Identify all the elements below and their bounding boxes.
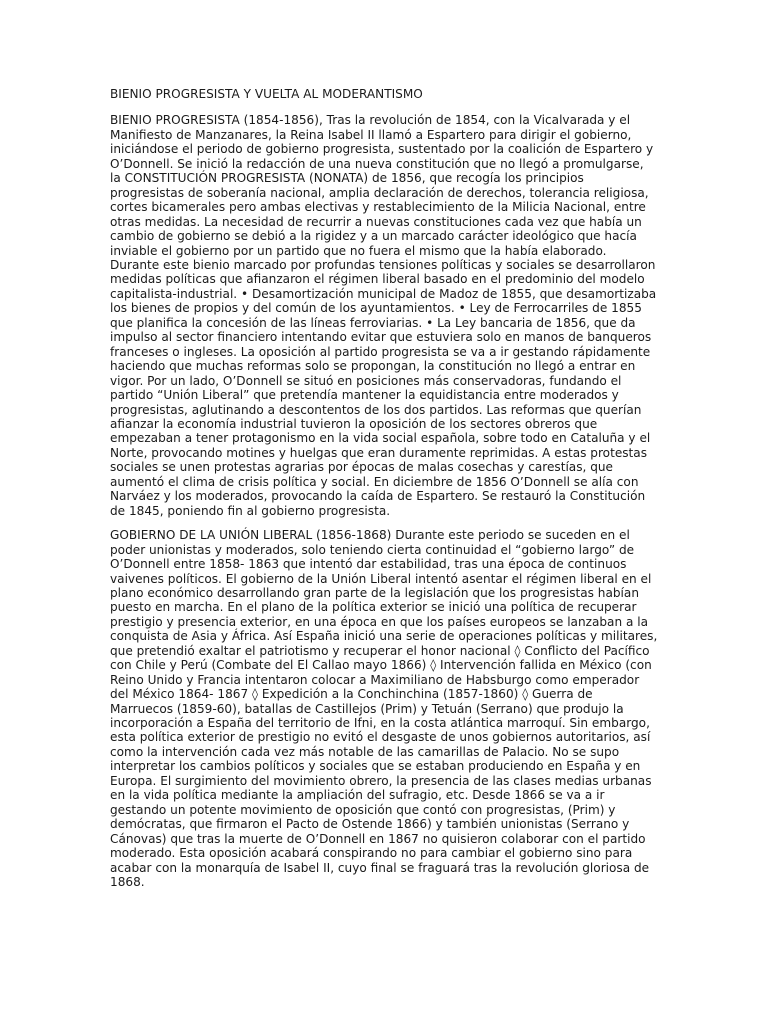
paragraph-bienio-progresista: BIENIO PROGRESISTA (1854-1856), Tras la revolución de 1854, con la Vicalvarada y el Manifiesto de Manzanares, la Reina Isabel II llamó a Espartero para dirigir el gobierno, iniciándose el periodo de gobierno progresista, sustentado por la coalición de Espartero y O’Donnell. Se inició la redacción de una nueva constitución que no llegó a promulgarse, la CONSTITUCIÓN PROGRESISTA (NONATA) de 1856, que recogía los principios progresistas de soberanía nacional, amplia declaración de derechos, tolerancia religiosa, cortes bicamerales pero ambas electivas y restablecimiento de la Milicia Nacional, entre otras medidas. La necesidad de recurrir a nuevas constituciones cada vez que había un cambio de gobierno se debió a la rigidez y a un marcado carácter ideológico que hacía inviable el gobierno por un partido que no fuera el mismo que la había elaborado. Durante este bienio marcado por profundas tensiones políticas y sociales se desarrollaron medidas políticas que afianzaron el régimen liberal basado en el predominio del modelo capitalista-industrial. • Desamortización municipal de Madoz de 1855, que desamortizaba los bienes de propios y del común de los ayuntamientos. • Ley de Ferrocarriles de 1855 que planifica la concesión de las líneas ferroviarias. • La Ley bancaria de 1856, que da impulso al sector financiero intentando evitar que estuviera solo en manos de banqueros franceses o ingleses. La oposición al partido progresista se va a ir gestando rápidamente haciendo que muchas reformas solo se propongan, la constitución no llegó a entrar en vigor. Por un lado, O’Donnell se situó en posiciones más conservadoras, fundando el partido “Unión Liberal” que pretendía mantener la equidistancia entre moderados y progresistas, aglutinando a descontentos de los dos partidos. Las reformas que querían afianzar la economía industrial tuvieron la oposición de los sectores obreros que empezaban a tener protagonismo en la vida social española, sobre todo en Cataluña y el Norte, provocando motines y huelgas que eran duramente reprimidas. A estas protestas sociales se unen protestas agrarias por épocas de malas cosechas y carestías, que aumentó el clima de crisis política y social. En diciembre de 1856 O’Donnell se alía con Narváez y los moderados, provocando la caída de Espartero. Se restauró la Constitución de 1845, poniendo fin al gobierno progresista. (110, 113, 657, 518)
document-body (110, 87, 658, 899)
document-title: BIENIO PROGRESISTA Y VUELTA AL MODERANTISMO (110, 87, 423, 101)
paragraph-union-liberal: GOBIERNO DE LA UNIÓN LIBERAL (1856-1868) Durante este periodo se suceden en el poder unionistas y moderados, solo teniendo cierta continuidad el “gobierno largo” de O’Donnell entre 1858- 1863 que intentó dar estabilidad, tras una época de continuos vaivenes políticos. El gobierno de la Unión Liberal intentó asentar el régimen liberal en el plano económico desarrollando gran parte de la legislación que los progresistas habían puesto en marcha. En el plano de la política exterior se inició una política de recuperar prestigio y presencia exterior, en una época en que los países europeos se lanzaban a la conquista de Asia y África. Así España inició una serie de operaciones políticas y militares, que pretendió exaltar el patriotismo y recuperar el honor nacional ◊ Conflicto del Pacífico con Chile y Perú (Combate del El Callao mayo 1866) ◊ Intervención fallida en México (con Reino Unido y Francia intentaron colocar a Maximiliano de Habsburgo como emperador del México 1864- 1867 ◊ Expedición a la Conchinchina (1857-1860) ◊ Guerra de Marruecos (1859-60), batallas de Castillejos (Prim) y Tetuán (Serrano) que produjo la incorporación a España del territorio de Ifni, en la costa atlántica marroquí. Sin embargo, esta política exterior de prestigio no evitó el desgaste de unos gobiernos autoritarios, así como la intervención cada vez más notable de las camarillas de Palacio. No se supo interpretar los cambios políticos y sociales que se estaban produciendo en España y en Europa. El surgimiento del movimiento obrero, la presencia de las clases medias urbanas en la vida política mediante la ampliación del sufragio, etc. Desde 1866 se va a ir gestando un potente movimiento de oposición que contó con progresistas, (Prim) y demócratas, que firmaron el Pacto de Ostende 1866) y también unionistas (Serrano y Cánovas) que tras la muerte de O’Donnell en 1867 no quisieron colaborar con el partido moderado. Esta oposición acabará conspirando no para cambiar el gobierno sino para acabar con la monarquía de Isabel II, cuyo final se fraguará tras la revolución gloriosa de 1868. (110, 528, 658, 890)
